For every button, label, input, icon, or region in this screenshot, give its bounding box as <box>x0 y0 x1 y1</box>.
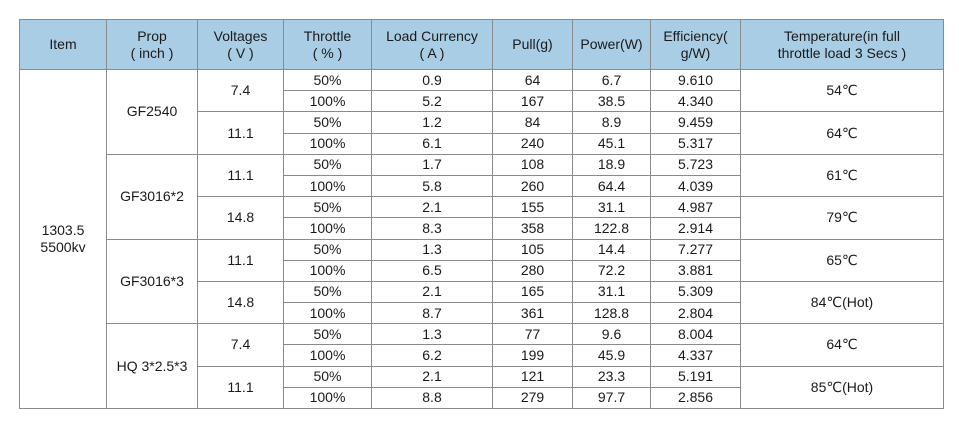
efficiency-cell: 5.317 <box>651 133 741 154</box>
prop-cell: GF3016*3 <box>107 239 198 324</box>
power-cell: 97.7 <box>573 387 651 408</box>
throttle-cell: 100% <box>284 303 372 324</box>
current-cell: 2.1 <box>372 366 493 387</box>
throttle-cell: 100% <box>284 175 372 196</box>
voltage-cell: 11.1 <box>198 366 284 408</box>
throttle-cell: 100% <box>284 133 372 154</box>
current-cell: 1.3 <box>372 324 493 345</box>
current-cell: 6.1 <box>372 133 493 154</box>
efficiency-cell: 4.987 <box>651 197 741 218</box>
prop-cell: GF3016*2 <box>107 154 198 239</box>
throttle-cell: 50% <box>284 239 372 260</box>
throttle-cell: 50% <box>284 324 372 345</box>
power-cell: 14.4 <box>573 239 651 260</box>
efficiency-cell: 4.039 <box>651 175 741 196</box>
efficiency-cell: 4.337 <box>651 345 741 366</box>
power-cell: 8.9 <box>573 112 651 133</box>
temperature-cell: 64℃ <box>741 112 944 154</box>
temperature-cell: 84℃(Hot) <box>741 281 944 323</box>
throttle-cell: 50% <box>284 70 372 91</box>
efficiency-cell: 7.277 <box>651 239 741 260</box>
temperature-cell: 61℃ <box>741 154 944 196</box>
current-cell: 1.2 <box>372 112 493 133</box>
temperature-cell: 79℃ <box>741 197 944 239</box>
table-row <box>20 154 944 175</box>
pull-cell: 64 <box>493 70 573 91</box>
power-cell: 23.3 <box>573 366 651 387</box>
power-cell: 64.4 <box>573 175 651 196</box>
efficiency-cell: 9.610 <box>651 70 741 91</box>
header-power: Power(W) <box>573 20 651 70</box>
pull-cell: 108 <box>493 154 573 175</box>
power-cell: 128.8 <box>573 303 651 324</box>
power-cell: 31.1 <box>573 281 651 302</box>
efficiency-cell: 5.191 <box>651 366 741 387</box>
power-cell: 45.1 <box>573 133 651 154</box>
pull-cell: 84 <box>493 112 573 133</box>
pull-cell: 260 <box>493 175 573 196</box>
current-cell: 6.2 <box>372 345 493 366</box>
prop-cell: GF2540 <box>107 70 198 155</box>
current-cell: 6.5 <box>372 260 493 281</box>
header-voltages: Voltages ( V ) <box>198 20 284 70</box>
current-cell: 1.3 <box>372 239 493 260</box>
pull-cell: 280 <box>493 260 573 281</box>
voltage-cell: 11.1 <box>198 154 284 196</box>
current-cell: 2.1 <box>372 281 493 302</box>
voltage-cell: 7.4 <box>198 324 284 366</box>
current-cell: 1.7 <box>372 154 493 175</box>
throttle-cell: 100% <box>284 218 372 239</box>
efficiency-cell: 4.340 <box>651 91 741 112</box>
header-pull: Pull(g) <box>493 20 573 70</box>
throttle-cell: 100% <box>284 345 372 366</box>
header-item: Item <box>20 20 107 70</box>
table-row <box>20 70 944 91</box>
efficiency-cell: 9.459 <box>651 112 741 133</box>
efficiency-cell: 2.914 <box>651 218 741 239</box>
item-cell: 1303.5 5500kv <box>20 70 107 409</box>
current-cell: 5.8 <box>372 175 493 196</box>
throttle-cell: 100% <box>284 91 372 112</box>
temperature-cell: 64℃ <box>741 324 944 366</box>
pull-cell: 167 <box>493 91 573 112</box>
temperature-cell: 54℃ <box>741 70 944 112</box>
pull-cell: 199 <box>493 345 573 366</box>
voltage-cell: 7.4 <box>198 70 284 112</box>
temperature-cell: 85℃(Hot) <box>741 366 944 408</box>
voltage-cell: 14.8 <box>198 281 284 323</box>
current-cell: 2.1 <box>372 197 493 218</box>
throttle-cell: 50% <box>284 112 372 133</box>
motor-test-table <box>19 19 944 409</box>
prop-cell: HQ 3*2.5*3 <box>107 324 198 409</box>
throttle-cell: 50% <box>284 154 372 175</box>
efficiency-cell: 5.723 <box>651 154 741 175</box>
throttle-cell: 100% <box>284 260 372 281</box>
header-prop: Prop ( inch ) <box>107 20 198 70</box>
throttle-cell: 50% <box>284 197 372 218</box>
voltage-cell: 11.1 <box>198 112 284 154</box>
efficiency-cell: 3.881 <box>651 260 741 281</box>
header-efficiency: Efficiency( g/W) <box>651 20 741 70</box>
power-cell: 31.1 <box>573 197 651 218</box>
table-row <box>20 324 944 345</box>
throttle-cell: 50% <box>284 366 372 387</box>
pull-cell: 155 <box>493 197 573 218</box>
throttle-cell: 50% <box>284 281 372 302</box>
pull-cell: 240 <box>493 133 573 154</box>
current-cell: 8.8 <box>372 387 493 408</box>
current-cell: 8.7 <box>372 303 493 324</box>
header-load-currency: Load Currency ( A ) <box>372 20 493 70</box>
pull-cell: 358 <box>493 218 573 239</box>
pull-cell: 121 <box>493 366 573 387</box>
efficiency-cell: 8.004 <box>651 324 741 345</box>
pull-cell: 361 <box>493 303 573 324</box>
header-throttle: Throttle ( % ) <box>284 20 372 70</box>
current-cell: 8.3 <box>372 218 493 239</box>
current-cell: 5.2 <box>372 91 493 112</box>
pull-cell: 77 <box>493 324 573 345</box>
power-cell: 6.7 <box>573 70 651 91</box>
table-row <box>20 239 944 260</box>
power-cell: 45.9 <box>573 345 651 366</box>
efficiency-cell: 2.804 <box>651 303 741 324</box>
power-cell: 72.2 <box>573 260 651 281</box>
pull-cell: 165 <box>493 281 573 302</box>
current-cell: 0.9 <box>372 70 493 91</box>
power-cell: 122.8 <box>573 218 651 239</box>
power-cell: 9.6 <box>573 324 651 345</box>
header-row <box>20 20 944 70</box>
temperature-cell: 65℃ <box>741 239 944 281</box>
throttle-cell: 100% <box>284 387 372 408</box>
voltage-cell: 14.8 <box>198 197 284 239</box>
pull-cell: 279 <box>493 387 573 408</box>
power-cell: 38.5 <box>573 91 651 112</box>
pull-cell: 105 <box>493 239 573 260</box>
efficiency-cell: 5.309 <box>651 281 741 302</box>
voltage-cell: 11.1 <box>198 239 284 281</box>
header-temperature: Temperature(in full throttle load 3 Secs ) <box>741 20 944 70</box>
power-cell: 18.9 <box>573 154 651 175</box>
efficiency-cell: 2.856 <box>651 387 741 408</box>
